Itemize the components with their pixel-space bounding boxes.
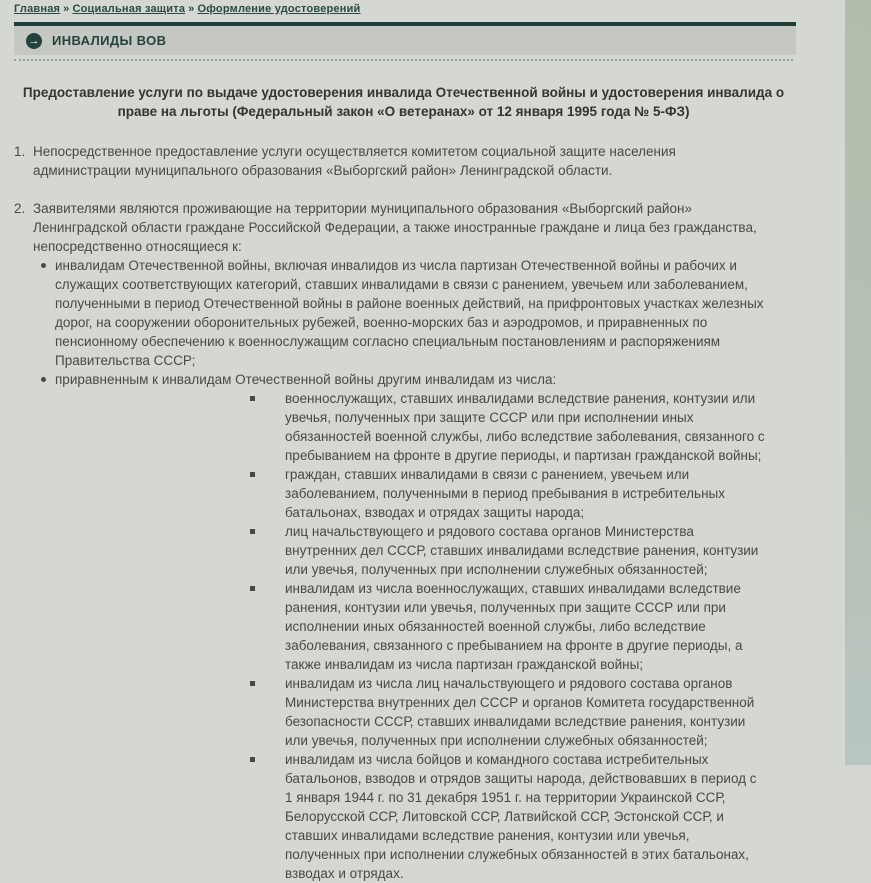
dotted-divider xyxy=(14,59,793,61)
list-item-number: 1. xyxy=(14,144,26,159)
sub-bullet-item-text: военнослужащих, ставших инвалидами вследствие ранения, контузии или увечья, полученных при защите СССР или при исполнении иных обязанностей военной службы, либо вследствие заболевания, связанного с пребыванием на фронте в другие периоды, и партизан гражданской войны; xyxy=(285,391,765,463)
breadcrumb-link-social-protection[interactable]: Социальная защита xyxy=(72,3,186,15)
sub-bullet-item xyxy=(285,750,766,883)
breadcrumb-separator: » xyxy=(188,3,195,15)
sub-bullet-item-text: граждан, ставших инвалидами в связи с ранением, увечьем или заболеванием, полученными в период пребывания в истребительных батальонах, взводах и отрядах защиты народа; xyxy=(285,467,725,520)
section-title: ИНВАЛИДЫ ВОВ xyxy=(52,33,167,48)
breadcrumb-link-certificates[interactable]: Оформление удостоверений xyxy=(197,3,361,15)
bullet-item xyxy=(55,370,766,883)
numbered-list xyxy=(14,142,766,883)
sub-bullet-item-text: инвалидам из числа военнослужащих, ставших инвалидами вследствие ранения, контузии или увечья, полученных при защите СССР или при исполнении иных обязанностей военной службы, либо вследствие заболевания, связанного с пребыванием на фронте в другие периоды, а также инвалидам из числа партизан гражданской войны; xyxy=(285,581,743,672)
arrow-right-circle-icon: → xyxy=(26,33,42,49)
sub-bullet-item xyxy=(285,674,766,750)
sub-bullet-item-text: инвалидам из числа бойцов и командного состава истребительных батальонов, взводов и отрядов защиты народа, действовавших в период с 1 января 1944 г. по 31 декабря 1951 г. на территории Украинской ССР, Белорусской ССР, Литовской ССР, Латвийской ССР, Эстонской ССР, и ставших инвалидами вследствие ранения, контузии или увечья, полученных при исполнении служебных обязанностей в этих батальонах, взводах и отрядах. xyxy=(285,752,757,881)
list-item-1 xyxy=(14,142,766,180)
list-item-text: Непосредственное предоставление услуги осуществляется комитетом социальной защите населения администрации муниципального образования «Выборгский район» Ленинградской области. xyxy=(33,144,676,178)
content-area xyxy=(14,0,796,883)
breadcrumb xyxy=(14,3,796,15)
section-header-bar xyxy=(14,26,796,55)
bullet-list xyxy=(33,256,766,883)
list-item-2 xyxy=(14,199,766,883)
bullet-item-text: приравненным к инвалидам Отечественной войны другим инвалидам из числа: xyxy=(55,372,557,387)
breadcrumb-separator: » xyxy=(63,3,70,15)
sub-bullet-item-text: инвалидам из числа лиц начальствующего и рядового состава органов Министерства внутренних дел СССР и органов Комитета государственной безопасности СССР, ставших инвалидами вследствие ранения, контузии или увечья, полученных при исполнении служебных обязанностей; xyxy=(285,676,755,748)
list-item-text: Заявителями являются проживающие на территории муниципального образования «Выборгский район» Ленинградской области граждане Российской Федерации, а также иностранные граждане и лица без гражданства, непосредственно относящиеся к: xyxy=(33,201,757,254)
sub-bullet-item xyxy=(285,465,766,522)
list-item-number: 2. xyxy=(14,201,26,216)
right-margin-strip xyxy=(845,0,871,765)
sub-bullet-list xyxy=(55,389,766,883)
bullet-item-text: инвалидам Отечественной войны, включая инвалидов из числа партизан Отечественной войны и рабочих и служащих соответствующих категорий, ставших инвалидами в связи с ранением, увечьем или заболеванием, полученными в период Отечественной войны в районе военных действий, на прифронтовых участках железных дорог, на сооружении оборонительных рубежей, военно-морских баз и аэродромов, и приравненных по пенсионному обеспечению к военнослужащим согласно специальным постановлениям и распоряжениям Правительства СССР; xyxy=(55,258,764,368)
sub-bullet-item-text: лиц начальствующего и рядового состава органов Министерства внутренних дел СССР, ставших инвалидами вследствие ранения, контузии или увечья, полученных при исполнении служебных обязанностей; xyxy=(285,524,759,577)
sub-bullet-item xyxy=(285,389,766,465)
sub-bullet-item xyxy=(285,579,766,674)
sub-bullet-item xyxy=(285,522,766,579)
breadcrumb-link-home[interactable]: Главная xyxy=(14,3,61,15)
page-title: Предоставление услуги по выдаче удостоверения инвалида Отечественной войны и удостоверения инвалида о праве на льготы (Федеральный закон «О ветеранах» от 12 января 1995 года № 5-ФЗ) xyxy=(22,85,785,119)
bullet-item xyxy=(55,256,766,370)
